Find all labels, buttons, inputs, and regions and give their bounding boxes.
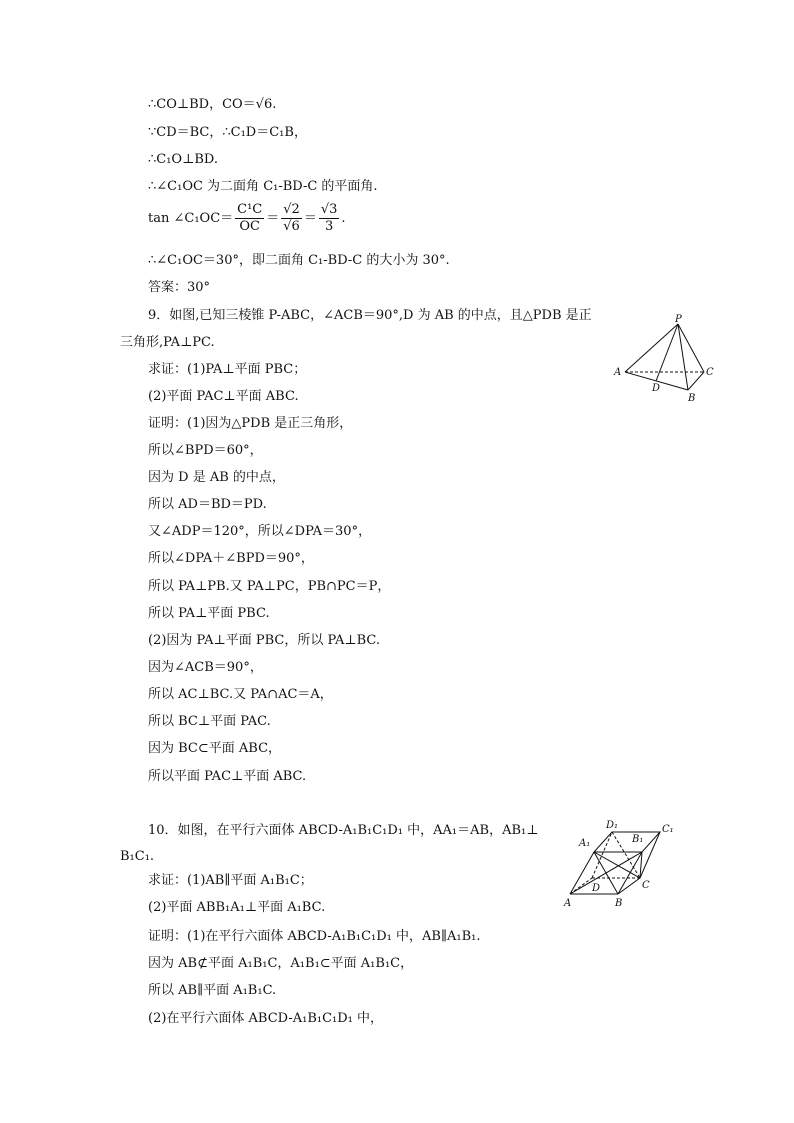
proof-line: 又∠ADP＝120°，所以∠DPA＝30°， [148,524,372,539]
text-line: ∴C₁O⊥BD. [148,152,218,167]
parallelepiped-figure [560,818,685,910]
proof-line: (2)在平行六面体 ABCD-A₁B₁C₁D₁ 中， [148,1011,384,1026]
label-b1: B₁ [632,834,644,845]
period: . [341,211,346,226]
label-c: C [642,880,650,891]
top-face [594,832,660,852]
fraction-numerator: C¹C [237,202,263,217]
label-c1: C₁ [662,824,674,835]
label-a: A [614,367,622,378]
label-b: B [688,393,696,404]
proof-line: 所以 PA⊥平面 PBC. [148,606,270,621]
question-10-stem: 10．如图，在平行六面体 ABCD-A₁B₁C₁D₁ 中，AA₁＝AB，AB₁⊥ [148,823,539,838]
edge-aa1 [570,852,594,894]
question-9-stem-cont: 三角形,PA⊥PC. [120,335,215,350]
question-10-stem-cont: B₁C₁. [120,849,155,864]
text-line: ∴∠C₁OC 为二面角 C₁-BD-C 的平面角. [148,179,378,194]
text-line: ∵CD＝BC，∴C₁D＝C₁B， [148,125,307,140]
proof-line: (2)因为 PA⊥平面 PBC，所以 PA⊥BC. [148,633,381,648]
label-p: P [675,314,682,325]
question-10-part1: 求证：(1)AB∥平面 A₁B₁C； [148,873,313,888]
proof-line: 所以 AB∥平面 A₁B₁C. [148,983,277,998]
pyramid-figure [610,314,720,404]
answer-line: 答案：30° [148,280,211,295]
text-line: ∴∠C₁OC＝30°，即二面角 C₁-BD-C 的大小为 30°. [148,253,450,268]
question-10-part2: (2)平面 ABB₁A₁⊥平面 A₁BC. [148,900,326,915]
tan-equation [148,202,346,235]
fraction-denominator: OC [239,219,260,234]
proof-line: 因为 D 是 AB 的中点， [148,470,285,485]
equals-sign: ＝ [266,211,280,226]
proof-line: 所以 AC⊥BC.又 PA∩AC＝A， [148,687,333,702]
proof-line: 所以 PA⊥PB.又 PA⊥PC，PB∩PC＝P， [148,579,391,594]
question-9-part1: 求证：(1)PA⊥平面 PBC； [148,362,307,377]
label-b: B [615,898,623,909]
tan-prefix: tan ∠C₁OC＝ [148,211,234,226]
label-d: D [652,383,661,394]
label-a: A [564,898,572,909]
label-a1: A₁ [579,838,591,849]
text-line: ∴CO⊥BD，CO＝√6. [148,97,277,112]
fraction-denominator: √6 [283,219,300,234]
label-d: D [592,883,601,894]
edge-bb1 [618,852,642,894]
fraction-denominator: 3 [324,219,334,234]
proof-line: 所以∠BPD＝60°， [148,443,263,458]
proof-line: 证明：(1)在平行六面体 ABCD-A₁B₁C₁D₁ 中，AB∥A₁B₁. [148,929,481,944]
question-9-part2: (2)平面 PAC⊥平面 ABC. [148,389,299,404]
question-9-stem: 9．如图,已知三棱锥 P-ABC，∠ACB＝90°,D 为 AB 的中点，且△PDB 是正 [148,308,592,323]
fraction-numerator: √2 [283,202,300,217]
proof-line: 所以 BC⊥平面 PAC. [148,714,271,729]
edge-bc [618,878,640,894]
proof-line: 证明：(1)因为△PDB 是正三角形， [148,416,353,431]
proof-line: 所以 AD＝BD＝PD. [148,497,267,512]
proof-line: 所以∠DPA＋∠BPD＝90°， [148,551,314,566]
proof-line: 因为 AB⊄平面 A₁B₁C，A₁B₁⊂平面 A₁B₁C， [148,956,414,971]
fraction-numerator: √3 [320,202,338,217]
proof-line: 所以平面 PAC⊥平面 ABC. [148,769,307,784]
edge-bc [688,372,704,390]
label-c: C [706,367,714,378]
proof-line: 因为∠ACB＝90°， [148,660,263,675]
equals-sign: ＝ [303,211,317,226]
label-d1: D₁ [606,820,619,831]
proof-line: 因为 BC⊂平面 ABC， [148,741,282,756]
edge-pa [625,324,678,372]
